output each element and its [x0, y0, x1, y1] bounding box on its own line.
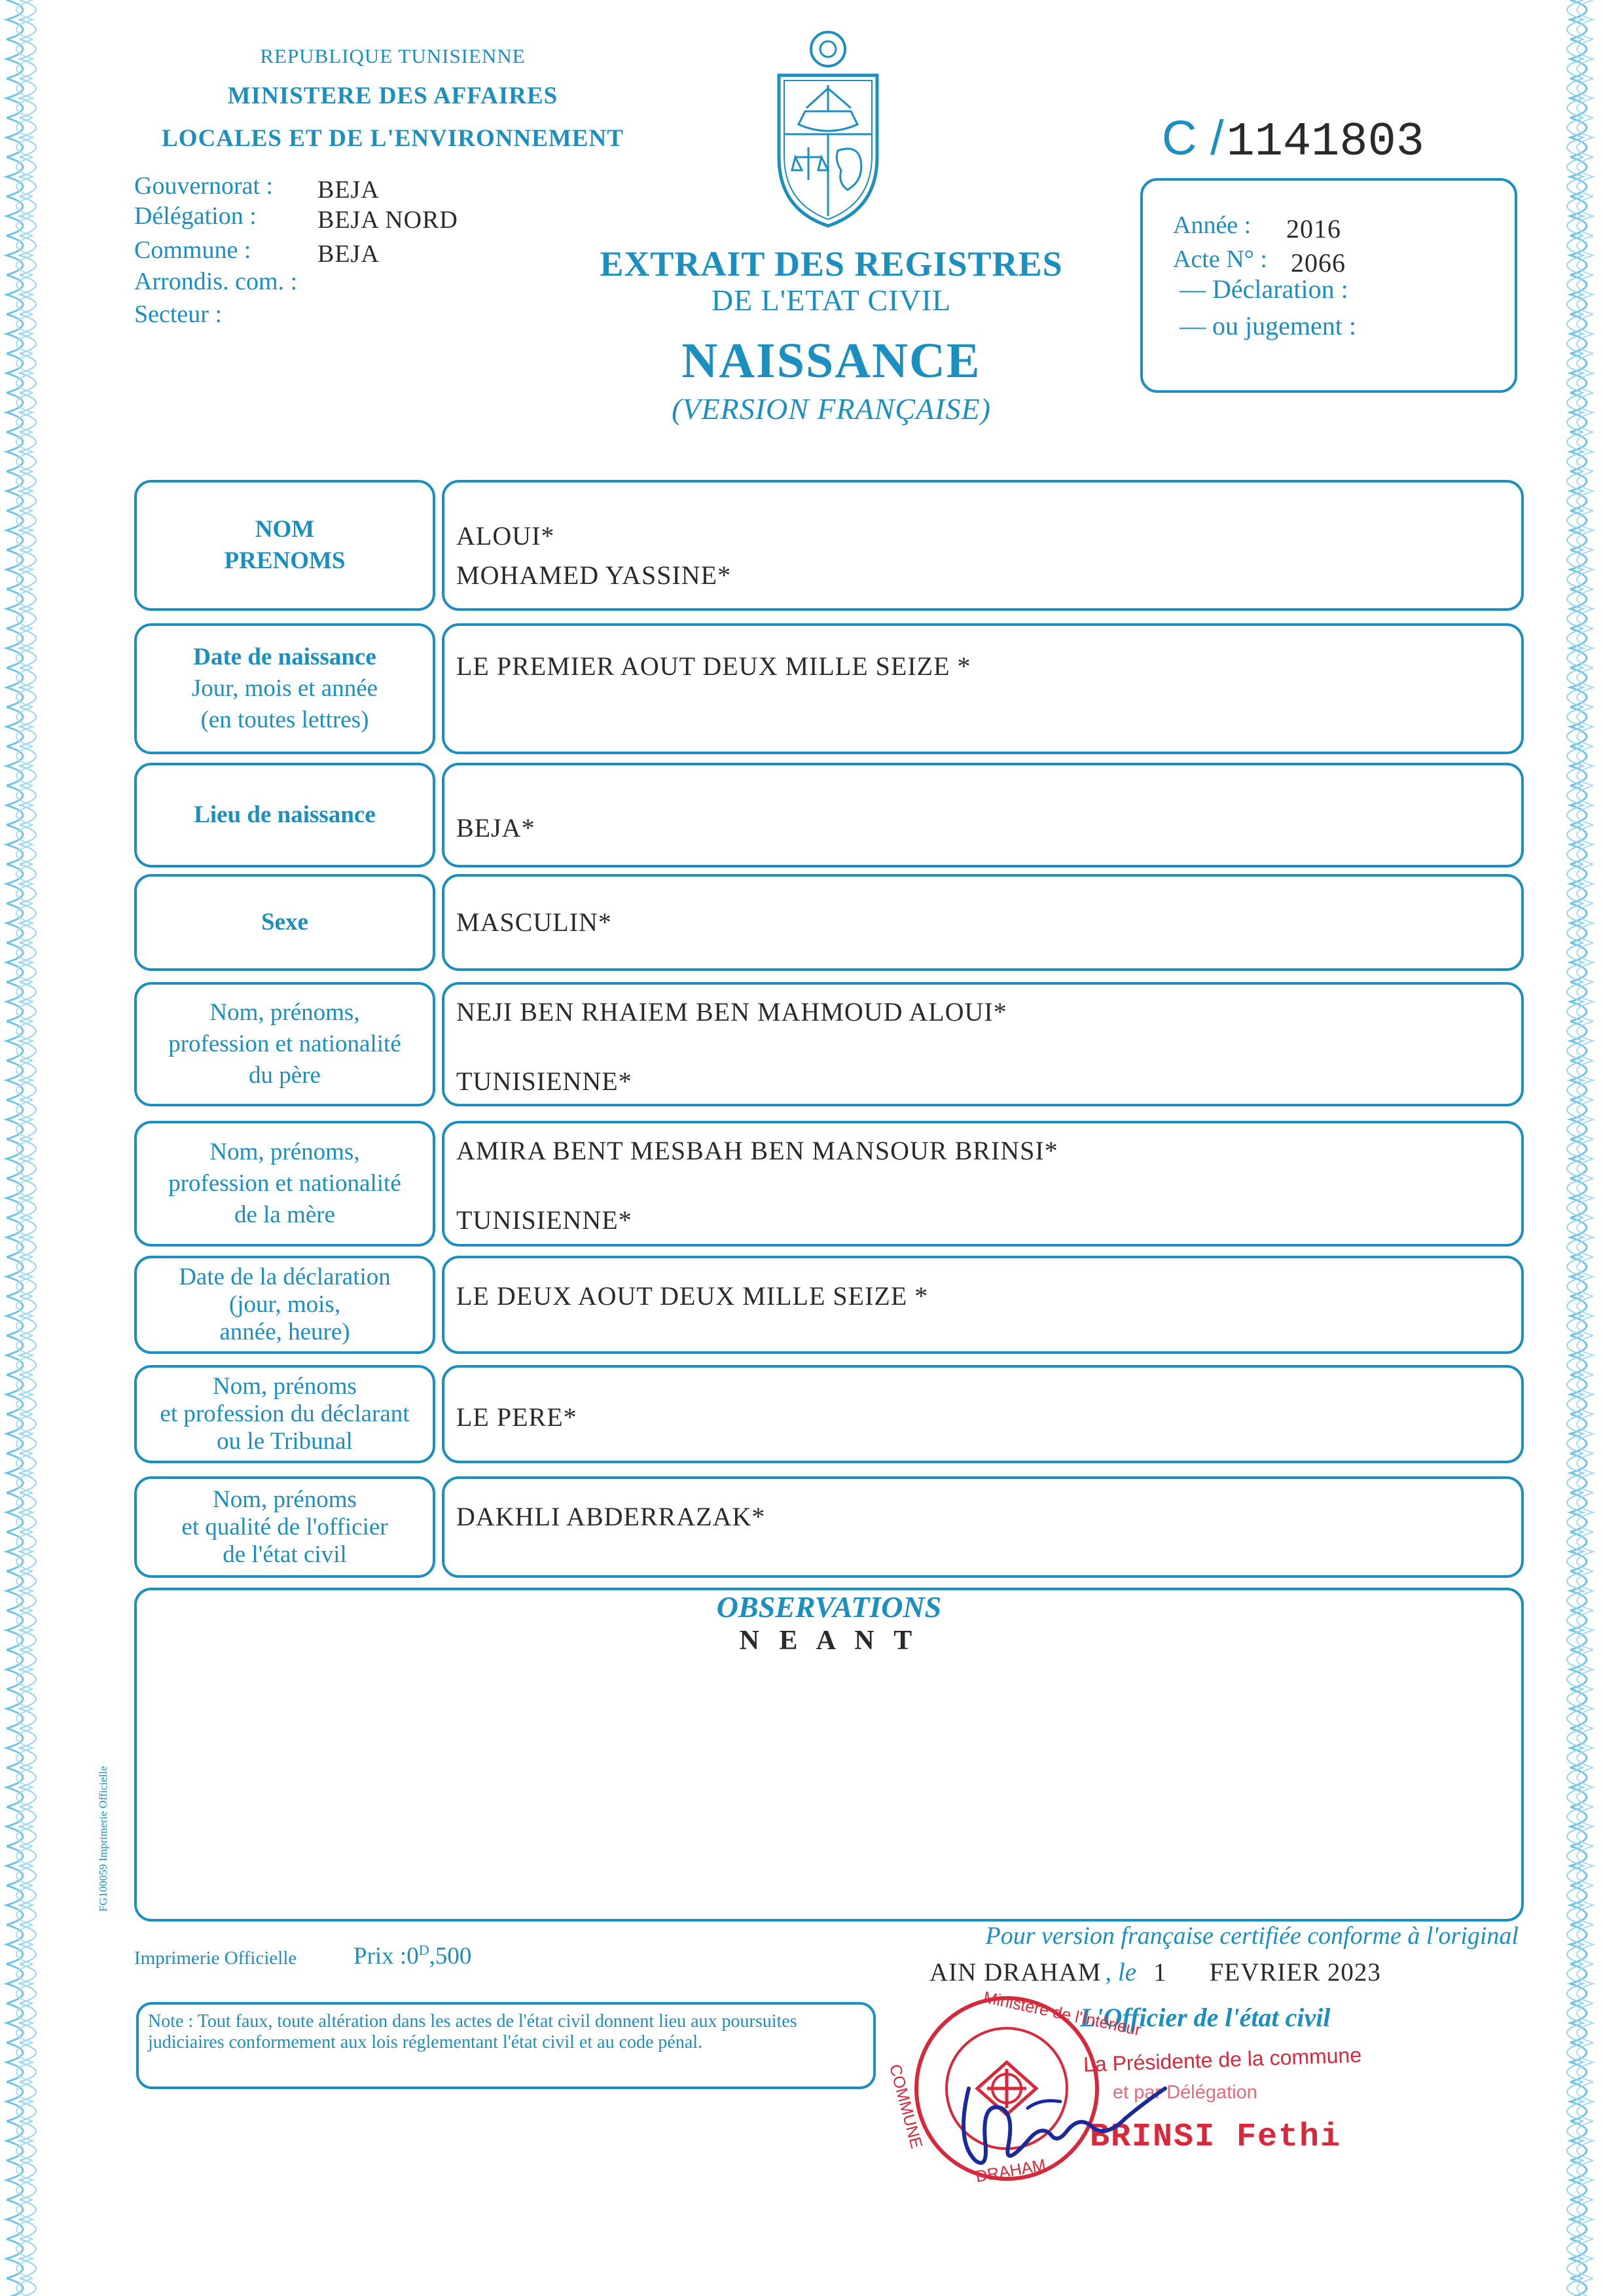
label-officier-line3: de l'état civil — [223, 1540, 347, 1568]
stamp-delegation-line: et par Délégation — [1113, 2082, 1257, 2103]
price-suffix: ,500 — [429, 1942, 472, 1970]
title-etat-civil: DE L'ETAT CIVIL — [711, 283, 952, 317]
field-label-arrondissement: Arrondis. com. : — [134, 268, 298, 295]
ministry-line-1: MINISTERE DES AFFAIRES — [227, 82, 558, 109]
value-nom-prenoms — [442, 480, 1524, 611]
label-pere — [134, 982, 435, 1106]
label-mere-line1: Nom, prénoms, — [209, 1139, 360, 1165]
month-year: FEVRIER 2023 — [1209, 1958, 1381, 1986]
label-officier-line2: et qualité de l'officier — [181, 1513, 388, 1540]
stamp-president-line: La Présidente de la commune — [1083, 2043, 1362, 2077]
printer-label: Imprimerie Officielle — [134, 1948, 297, 1969]
label-sexe — [134, 874, 435, 971]
title-extrait: EXTRAIT DES REGISTRES — [600, 244, 1063, 283]
field-value-gouvernorat: BEJA — [317, 176, 380, 204]
value-lieu-naissance: BEJA* — [442, 763, 1524, 867]
value-pere-name: NEJI BEN RHAIEM BEN MAHMOUD ALOUI* — [456, 997, 1007, 1027]
value-nom: ALOUI* — [456, 521, 555, 551]
value-pere — [442, 982, 1524, 1106]
label-date-naissance-title: Date de naissance — [193, 644, 376, 670]
title-version: (VERSION FRANÇAISE) — [672, 392, 991, 426]
observations-value: N E A N T — [739, 1626, 919, 1656]
label-declarant-line1: Nom, prénoms — [213, 1373, 357, 1400]
label-declarant — [134, 1365, 435, 1463]
value-pere-nationality: TUNISIENNE* — [456, 1066, 632, 1096]
field-label-secteur: Secteur : — [134, 301, 223, 328]
label-mere — [134, 1121, 435, 1247]
serial-number — [1162, 110, 1424, 169]
label-mere-line2: profession et nationalité — [168, 1170, 401, 1197]
label-officier-line1: Nom, prénoms — [213, 1485, 357, 1513]
field-value-commune: BEJA — [317, 240, 380, 268]
price-sup: D — [418, 1942, 429, 1958]
place: AIN DRAHAM — [929, 1958, 1102, 1986]
value-declarant: LE PERE* — [442, 1365, 1524, 1463]
coat-of-arms-emblem — [766, 26, 890, 229]
handwritten-signature — [929, 2062, 1178, 2180]
day: 1 — [1153, 1958, 1166, 1986]
jugement-label: — ou jugement : — [1180, 311, 1356, 340]
acte-label: Acte N° : — [1173, 246, 1267, 273]
stamp-ring-top: Ministère de l'Intérieur — [981, 1988, 1143, 2040]
label-date-naissance-sub2: (en toutes lettres) — [200, 706, 369, 733]
acte-value: 2066 — [1291, 248, 1346, 278]
label-pere-line3: du père — [249, 1062, 321, 1089]
field-label-gouvernorat: Gouvernorat : — [134, 172, 274, 200]
label-prenoms: PRENOMS — [224, 547, 346, 574]
price — [353, 1942, 471, 1970]
value-sexe: MASCULIN* — [442, 874, 1524, 971]
field-label-delegation: Délégation : — [134, 202, 257, 230]
legal-note: Note : Tout faux, toute altération dans les actes de l'état civil donnent lieu aux poursuites judiciaires conformement aux lois réglementant l'état civil et au code pénal. — [136, 2002, 876, 2089]
label-date-declaration — [134, 1256, 435, 1354]
declaration-label: — Déclaration : — [1180, 274, 1348, 304]
field-value-delegation: BEJA NORD — [317, 206, 458, 234]
stamp-ring-bottom: DRAHAM — [974, 2155, 1047, 2187]
stamp-officer-name: BRINSI Fethi — [1090, 2119, 1342, 2156]
right-guilloche-border — [1541, 0, 1603, 2296]
label-declaration-line2: (jour, mois, — [228, 1291, 341, 1318]
ministry-line-2: LOCALES ET DE L'ENVIRONNEMENT — [162, 125, 624, 152]
label-declaration-line1: Date de la déclaration — [179, 1264, 391, 1290]
annee-value: 2016 — [1286, 214, 1341, 244]
label-declarant-line2: et profession du déclarant — [160, 1400, 410, 1427]
label-pere-line1: Nom, prénoms, — [209, 999, 360, 1026]
stamp-ring-left: COMMUNE — [885, 2062, 926, 2151]
label-date-naissance — [134, 623, 435, 754]
label-sexe-text: Sexe — [261, 909, 308, 936]
label-pere-line2: profession et nationalité — [168, 1030, 401, 1057]
form-reference-side-text: FG100059 Imprimerie Officielle — [97, 1766, 109, 1912]
value-prenoms: MOHAMED YASSINE* — [456, 560, 732, 590]
officer-title: L'Officier de l'état civil — [1080, 2003, 1331, 2032]
label-nom-prenoms — [134, 480, 435, 611]
certification-text: Pour version française certifiée conforme à l'original — [985, 1922, 1519, 1950]
annee-label: Année : — [1173, 211, 1252, 239]
serial-digits: 1141803 — [1226, 115, 1425, 169]
le-label: , le — [1105, 1958, 1137, 1986]
label-nom: NOM — [255, 516, 315, 543]
title-naissance: NAISSANCE — [681, 333, 981, 388]
value-date-naissance: LE PREMIER AOUT DEUX MILLE SEIZE * — [442, 623, 1524, 754]
value-officier: DAKHLI ABDERRAZAK* — [442, 1476, 1524, 1578]
label-date-naissance-sub1: Jour, mois et année — [191, 675, 378, 702]
serial-prefix: C / — [1162, 111, 1224, 165]
place-date-line — [929, 1958, 1381, 1987]
value-date-declaration: LE DEUX AOUT DEUX MILLE SEIZE * — [442, 1256, 1524, 1354]
label-lieu-naissance — [134, 763, 435, 867]
left-guilloche-border — [0, 0, 62, 2296]
label-declarant-line3: ou le Tribunal — [217, 1428, 353, 1455]
label-mere-line3: de la mère — [234, 1201, 336, 1228]
field-label-commune: Commune : — [134, 236, 251, 264]
republic-heading: REPUBLIQUE TUNISIENNE — [260, 45, 526, 67]
value-mere-name: AMIRA BENT MESBAH BEN MANSOUR BRINSI* — [456, 1136, 1058, 1165]
value-mere-nationality: TUNISIENNE* — [456, 1205, 632, 1235]
observations-title: OBSERVATIONS — [716, 1590, 942, 1624]
price-prefix: Prix :0 — [353, 1942, 419, 1970]
label-officier — [134, 1476, 435, 1578]
label-declaration-line3: année, heure) — [219, 1319, 350, 1345]
value-mere — [442, 1121, 1524, 1247]
label-lieu-naissance-text: Lieu de naissance — [194, 801, 376, 828]
